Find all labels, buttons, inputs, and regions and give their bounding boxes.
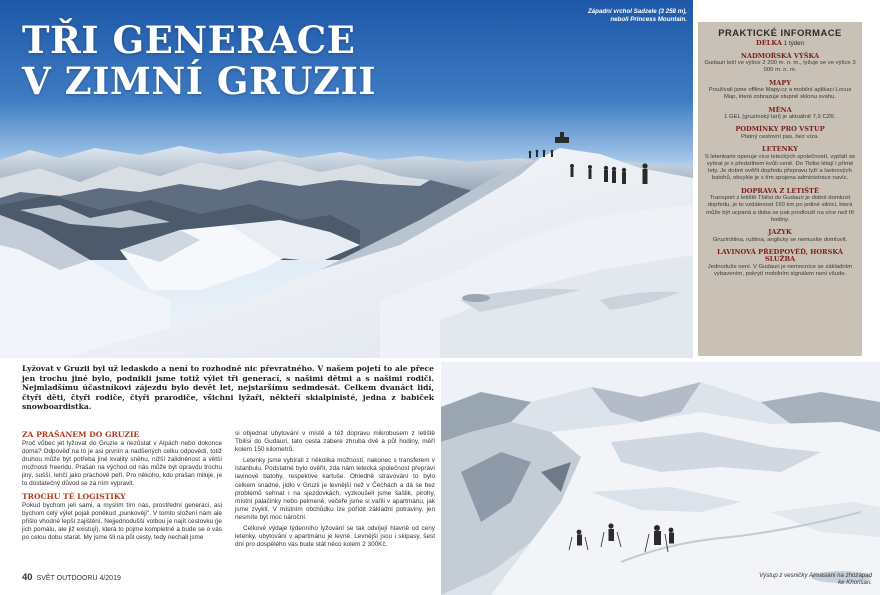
article-lead: Lyžovat v Gruzii byl už ledaskdo a není to rozhodně nic převratného. V našem pojetí to ale přece jen trochu jiné bylo, podnikli jsme totiž výlet tři generací, s našimi dětmi a s našimi rodiči. Nejmladšímu účastníkovi zájezdu bylo devět let, nejstaršímu sedmdesát. Celkem dvanáct lidí, čtyři děti, čtyři rodiče, čtyři prarodiče, všichni lyžaři, někteří skialpinisté, jedna z babiček snowboardistka. [22,364,434,412]
section-heading: LETENKY [762,145,798,154]
ascent-caption: Výstup z vesničky Almasiani na zhozapad ke Khorisari. [759,571,872,587]
sidebar-section [704,229,856,244]
ascent-landscape [441,362,880,595]
paragraph: Celkové výdaje týdenního lyžování se tak odvíjejí hlavně od ceny letenky, ubytování v apartmánu je levné. Levnější jsou i skipasy, šest dní pro dospělého vás bude stát něco kolem 2 300Kč. [235,525,435,549]
page-title [22,20,376,102]
section-text: Transport z letiště Tbilisi do Gudauri je dobré domluvit dopředu, je to vzdálenost 150 km po jediné silnici, která může být ucpaná a doba se pak prodlouží na více než tři hodiny. [706,195,854,223]
section-text: Gruzínština, ruština, anglicky se nemusíte domluvit. [712,236,848,243]
section-heading: NADMOŘSKÁ VÝŠKA [740,51,820,60]
paragraph: Proč vůbec jet lyžovat do Gruzie a nezůstat v Alpách nebo dokonce doma? Odpověď na to je asi prvnín a nadšených celku odpovědí, totiž druhou může být potřeba jiné kvality sněhu, nižší zalidněnost a větší možnosti freeridu. Prašan na východ od nás může být opravdu trochu jiný, sušší, lehčí jako prachové peří. Pro někoho, kdo prašan miluje, je to dostatečný důvod se za ním vypravit. [22,440,222,488]
section-heading: JAZYK [768,228,792,236]
section-text: S letenkami operuje více leteckých společností, vyplatí se vybrat je s předstihem kvůli ceně. Do Tbilisi létají i přímé lety. Je dobré ověřit dopředu přepravu lyží a lavinových batohů, obvykle je s tím spojena administrace navíc. [704,153,856,182]
section-text: Platný cestovní pas, bez víza. [741,133,819,140]
article-column-1 [22,430,222,545]
hero-photo [0,0,693,358]
paragraph: Letenky jsme vybírali z několika možností, nakonec s transferem v Istanbulu. Podstatné bylo ověřit, zda nám letecká společnost přepraví lavinové batohy, respektive kartuše. Ohledně stravování to bylo celkem snadné, jídlo v Gruzii je levnější než v Čechách a dá se bez problémů sehnat i na sjezdovkách, vyzkoušeli jsme šašlik, pirohy, místní palačinky nebo pelmeně, večeře jsme si vařili v apartmánu, jak jsme zvyklí. V místním obchůdku lze pořídit základní potraviny, jen nesmíte být moc nároční. [235,457,435,521]
section-heading: LAVINOVÁ PŘEDPOVĚĎ, HORSKÁ SLUŽBA [717,247,843,264]
section-heading: MĚNA [768,105,792,114]
sidebar-section [704,249,856,279]
practical-info-box [698,22,862,356]
section-text: 1 GEL (gruzínský lari) je aktuálně 7,9 CZK. [724,114,836,121]
duration-label: DÉLKA [756,39,782,47]
section-heading: DOPRAVA Z LETIŠTĚ [740,186,819,195]
sidebar-section [704,80,856,102]
practical-info-sidebar [693,0,880,358]
duration-line [704,40,856,48]
sidebar-section [704,126,856,141]
section-text: Používali jsme offline Mapy.cz a mobilní aplikaci Locus Map, která zobrazuje stupně sklonu svahu. [708,87,852,101]
subheading: ZA PRAŠANEM DO GRUZIE [22,430,140,439]
paragraph: Pokud bychom jeli sami, a myslím tím nás, prostřední generaci, asi bychom celý výlet pojali poněkud „punkověji". V tomto složení nám ale přišlo vhodné lepší zajištění. Nejjednodušší volbou je najít cestovku (je jich pomálu, ale již existují), která to pojme kompletně a bude se o vás po celou dobu starat. My jsme šli na půl cesty, tedy nechali jsme [22,501,222,541]
title-line-1: TŘI GENERACE [22,18,356,62]
section-text: Gudauri leží ve výšce 2 200 m. n. m., lyžuje se ve výšce 3 000 m. n. m. [704,60,856,74]
hero-caption: Západní vrchol Sadzele (3 258 m), neboli Princess Mountain. [587,8,687,23]
sidebar-section [704,107,856,122]
section-text: Jednoduše není. V Gudauri je nemocnice se základním vybavením, pokrytí mobilním signálem není všude. [707,263,853,278]
sidebar-section [704,188,856,224]
section-heading: MAPY [768,78,792,87]
sidebar-section [704,53,856,75]
page-footer [22,572,121,583]
article-column-2 [235,430,435,552]
paragraph: si objednat ubytování v místě a též dopravu mikrobusem z letiště Tbilisi do Gudauri, tato cesta zabere zhruba dvě a půl hodiny, měří kolem 150 kilometrů. [235,430,435,454]
section-heading: PODMÍNKY PRO VSTUP [735,125,825,134]
magazine-name: SVĚT OUTDOORU 4/2019 [36,575,121,582]
article-body [22,364,435,549]
sidebar-section [704,146,856,182]
subheading: TROCHU TÉ LOGISTIKY [22,491,126,501]
title-line-2: V ZIMNÍ GRUZII [22,59,377,103]
duration-value: 1 týden [783,40,804,47]
ascent-photo [441,362,880,595]
sidebar-title: PRAKTICKÉ INFORMACE [718,27,842,38]
page-number: 40 [22,572,33,583]
